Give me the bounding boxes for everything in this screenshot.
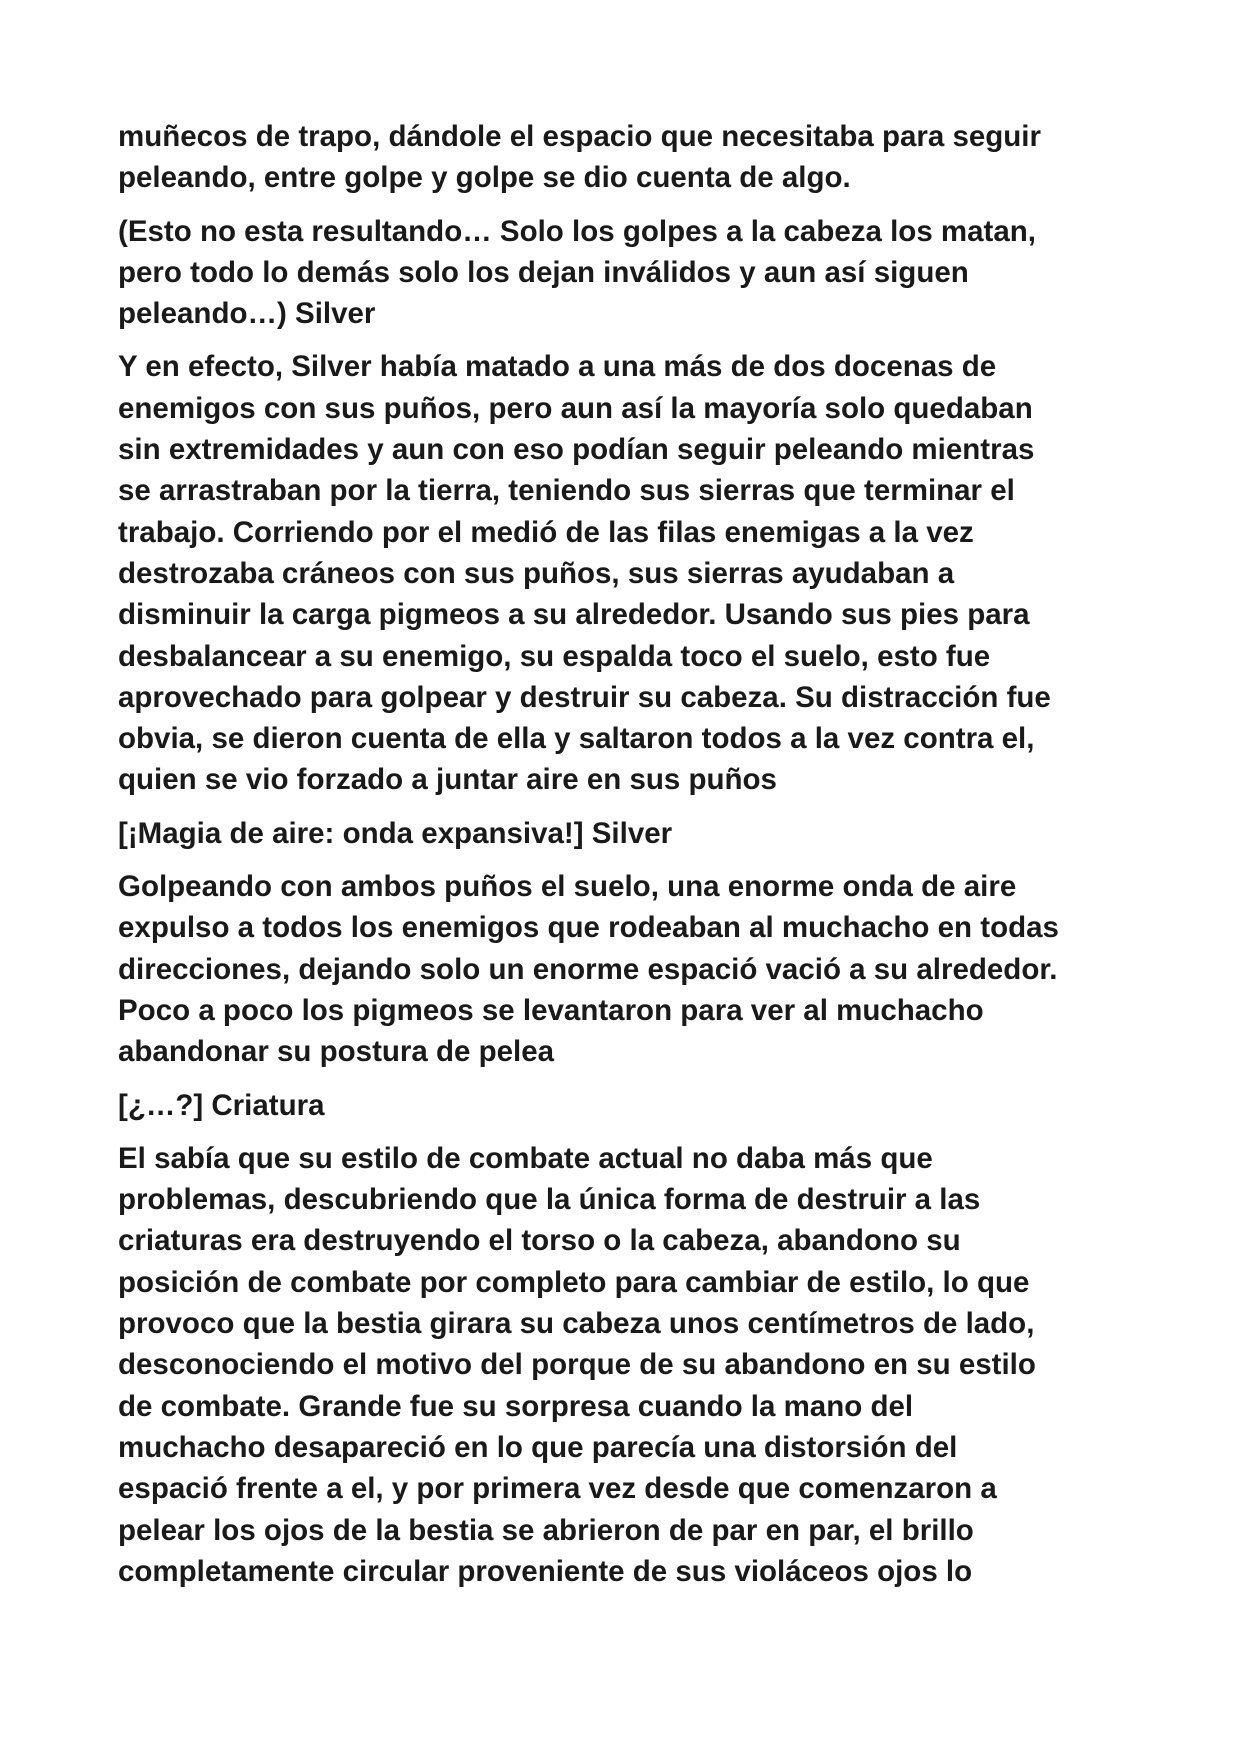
dialogue-paragraph [118,1085,1128,1126]
text-line: pero todo lo demás solo los dejan inválidos y aun así siguen [118,255,969,289]
text-line: aprovechado para golpear y destruir su cabeza. Su distracción fue [118,680,1051,714]
text-line: (Esto no esta resultando… Solo los golpes a la cabeza los matan, [118,214,1037,248]
text-line: El sabía que su estilo de combate actual no daba más que [118,1141,933,1175]
text-line: peleando, entre golpe y golpe se dio cuenta de algo. [118,161,851,195]
paragraph [118,1138,1128,1592]
text-line: pelear los ojos de la bestia se abrieron de par en par, el brillo [118,1513,974,1547]
text-line: obvia, se dieron cuenta de ella y saltaron todos a la vez contra el, [118,722,1035,756]
dialogue-paragraph [118,813,1128,854]
text-line: provoco que la bestia girara su cabeza unos centímetros de lado, [118,1307,1035,1341]
text-line: enemigos con sus puños, pero aun así la mayoría solo quedaban [118,391,1033,425]
text-line: Poco a poco los pigmeos se levantaron para ver al muchacho [118,993,984,1027]
text-line: direcciones, dejando solo un enorme espació vació a su alrededor. [118,952,1058,986]
text-line: completamente circular proveniente de sus violáceos ojos lo [118,1554,973,1588]
text-line: quien se vio forzado a juntar aire en sus puños [118,763,777,797]
text-line: Y en efecto, Silver había matado a una más de dos docenas de [118,350,997,384]
text-line: desconociendo el motivo del porque de su abandono en su estilo [118,1348,1036,1382]
text-line: trabajo. Corriendo por el medió de las filas enemigas a la vez [118,515,974,549]
text-line: espació frente a el, y por primera vez desde que comenzaron a [118,1472,997,1506]
text-line: posición de combate por completo para cambiar de estilo, lo que [118,1265,1030,1299]
document-page [118,116,1128,1604]
paragraph [118,116,1128,199]
paragraph [118,346,1128,800]
text-line: desbalancear a su enemigo, su espalda toco el suelo, esto fue [118,639,991,673]
text-line: muñecos de trapo, dándole el espacio que necesitaba para seguir [118,120,1041,153]
text-line: expulso a todos los enemigos que rodeaban al muchacho en todas [118,911,1059,945]
text-line: se arrastraban por la tierra, teniendo sus sierras que terminar el [118,474,1015,508]
text-line: muchacho desapareció en lo que parecía una distorsión del [118,1430,958,1464]
text-line: disminuir la carga pigmeos a su alrededor. Usando sus pies para [118,598,1030,632]
text-line: Golpeando con ambos puños el suelo, una enorme onda de aire [118,870,1017,904]
paragraph [118,866,1128,1072]
text-line: destrozaba cráneos con sus puños, sus sierras ayudaban a [118,556,955,590]
text-line: [¿…?] Criatura [118,1088,325,1122]
text-line: problemas, descubriendo que la única forma de destruir a las [118,1183,981,1217]
text-line: [¡Magia de aire: onda expansiva!] Silver [118,816,673,850]
text-line: criaturas era destruyendo el torso o la cabeza, abandono su [118,1224,961,1258]
dialogue-paragraph [118,211,1128,335]
text-line: abandonar su postura de pelea [118,1035,555,1069]
text-line: sin extremidades y aun con eso podían seguir peleando mientras [118,433,1035,467]
text-line: de combate. Grande fue su sorpresa cuando la mano del [118,1389,914,1423]
text-line: peleando…) Silver [118,297,376,331]
